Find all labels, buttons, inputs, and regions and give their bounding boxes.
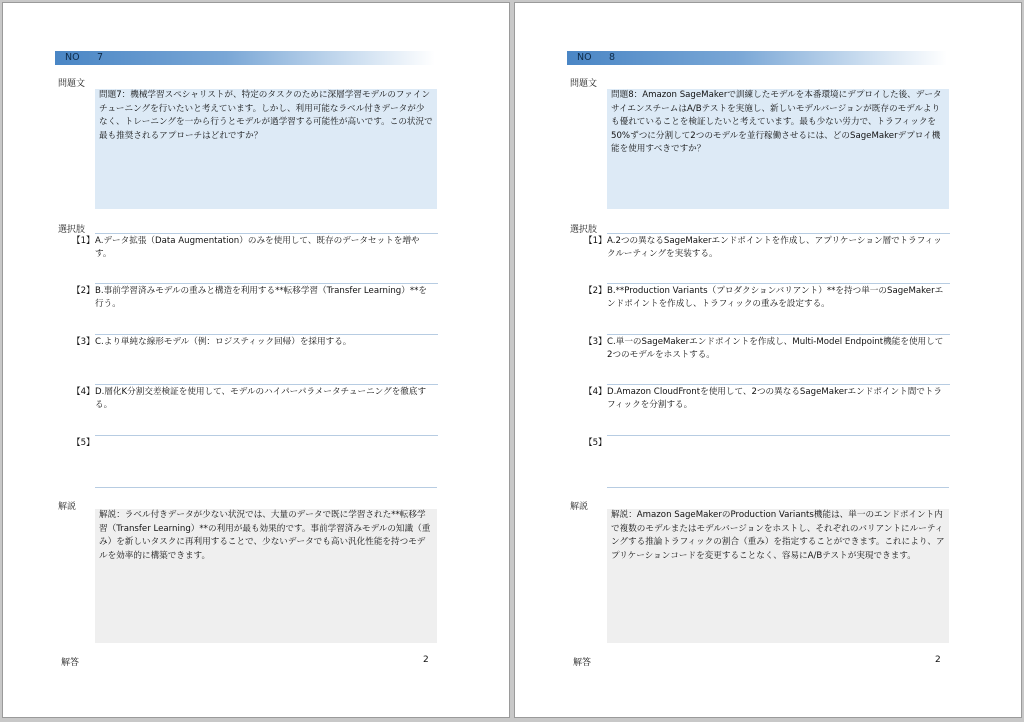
question-text-box: 問題7：機械学習スペシャリストが、特定のタスクのために深層学習モデルのファインチューニングを行いたいと考えています。しかし、利用可能なラベル付きデータが少なく、トレーニングを一から行うとモデルが過学習する可能性が高いです。この状況で最も推奨されるアプローチはどれですか？ bbox=[95, 89, 437, 209]
choice-row-1 bbox=[570, 233, 950, 281]
choice-text: A.2つの異なるSageMakerエンドポイントを作成し、アプリケーション層でトラフィックルーティングを実装する。 bbox=[607, 236, 942, 259]
choice-row-1 bbox=[58, 233, 438, 281]
answer-label: 解答 bbox=[61, 658, 80, 668]
choice-row-2 bbox=[570, 283, 950, 331]
choice-number: 【4】 bbox=[584, 387, 607, 397]
question-number: 7 bbox=[97, 52, 104, 63]
no-label: NO bbox=[65, 52, 80, 63]
choice-row-4 bbox=[58, 384, 438, 432]
choices-end-divider bbox=[95, 487, 437, 488]
choice-row-2 bbox=[58, 283, 438, 331]
choice-number: 【5】 bbox=[584, 438, 607, 448]
choice-text: D.Amazon CloudFrontを使用して、2つの異なるSageMakerエンドポイント間でトラフィックを分割する。 bbox=[607, 387, 942, 410]
choice-text: C.単一のSageMakerエンドポイントを作成し、Multi-Model Endpoint機能を使用して2つのモデルをホストする。 bbox=[607, 337, 944, 360]
page-number: 2 bbox=[423, 655, 429, 665]
choice-number: 【2】 bbox=[72, 286, 95, 296]
choice-number: 【5】 bbox=[72, 438, 95, 448]
choice-number: 【3】 bbox=[584, 337, 607, 347]
question-number-bar bbox=[55, 51, 435, 65]
choice-number: 【2】 bbox=[584, 286, 607, 296]
choices-end-divider bbox=[607, 487, 949, 488]
explanation-text-box: 解説：Amazon SageMakerのProduction Variants機能は、単一のエンドポイント内で複数のモデルまたはモデルバージョンをホストし、それぞれのバリアントにルーティングする推論トラフィックの割合（重み）を指定することができます。これにより、アプリケーションコードを変更することなく、容易にA/Bテストが実現できます。 bbox=[607, 509, 949, 643]
explanation-label: 解説 bbox=[58, 502, 77, 512]
question-label: 問題文 bbox=[570, 79, 598, 89]
choice-text: C.より単純な線形モデル（例：ロジスティック回帰）を採用する。 bbox=[95, 337, 352, 347]
choice-row-3 bbox=[570, 334, 950, 382]
choices-label: 選択肢 bbox=[58, 225, 86, 235]
choice-text: D.層化K分割交差検証を使用して、モデルのハイパーパラメータチューニングを徹底する。 bbox=[95, 387, 427, 410]
explanation-label: 解説 bbox=[570, 502, 589, 512]
choice-row-5 bbox=[570, 435, 950, 483]
document-page-7 bbox=[2, 2, 510, 718]
choices-label: 選択肢 bbox=[570, 225, 598, 235]
choice-row-5 bbox=[58, 435, 438, 483]
question-number-bar bbox=[567, 51, 947, 65]
no-label: NO bbox=[577, 52, 592, 63]
choice-row-4 bbox=[570, 384, 950, 432]
explanation-text-box: 解説：ラベル付きデータが少ない状況では、大量のデータで既に学習された**転移学習（Transfer Learning）**の利用が最も効果的です。事前学習済みモデルの知識（重み）を新しいタスクに再利用することで、少ないデータでも高い汎化性能を持つモデルを効率的に構築できます。 bbox=[95, 509, 437, 643]
choice-number: 【4】 bbox=[72, 387, 95, 397]
choice-text: B.事前学習済みモデルの重みと構造を利用する**転移学習（Transfer Learning）**を行う。 bbox=[95, 286, 428, 309]
question-number: 8 bbox=[609, 52, 616, 63]
choice-number: 【1】 bbox=[584, 236, 607, 246]
page-number: 2 bbox=[935, 655, 941, 665]
answer-label: 解答 bbox=[573, 658, 592, 668]
choice-number: 【1】 bbox=[72, 236, 95, 246]
choice-row-3 bbox=[58, 334, 438, 382]
question-label: 問題文 bbox=[58, 79, 86, 89]
choice-text: B.**Production Variants（プロダクションバリアント）**を持つ単一のSageMakerエンドポイントを作成し、トラフィックの重みを設定する。 bbox=[607, 286, 944, 309]
document-page-8 bbox=[514, 2, 1022, 718]
choice-text: A.データ拡張（Data Augmentation）のみを使用して、既存のデータセットを増やす。 bbox=[95, 236, 420, 259]
question-text-box: 問題8：Amazon SageMakerで訓練したモデルを本番環境にデプロイした後、データサイエンスチームはA/Bテストを実施し、新しいモデルバージョンが既存のモデルよりも優れていることを検証したいと考えています。最も少ない労力で、トラフィックを50%ずつに分割して2つのモデルを並行稼働させるには、どのSageMakerデプロイ機能を使用すべきですか？ bbox=[607, 89, 949, 209]
choice-number: 【3】 bbox=[72, 337, 95, 347]
